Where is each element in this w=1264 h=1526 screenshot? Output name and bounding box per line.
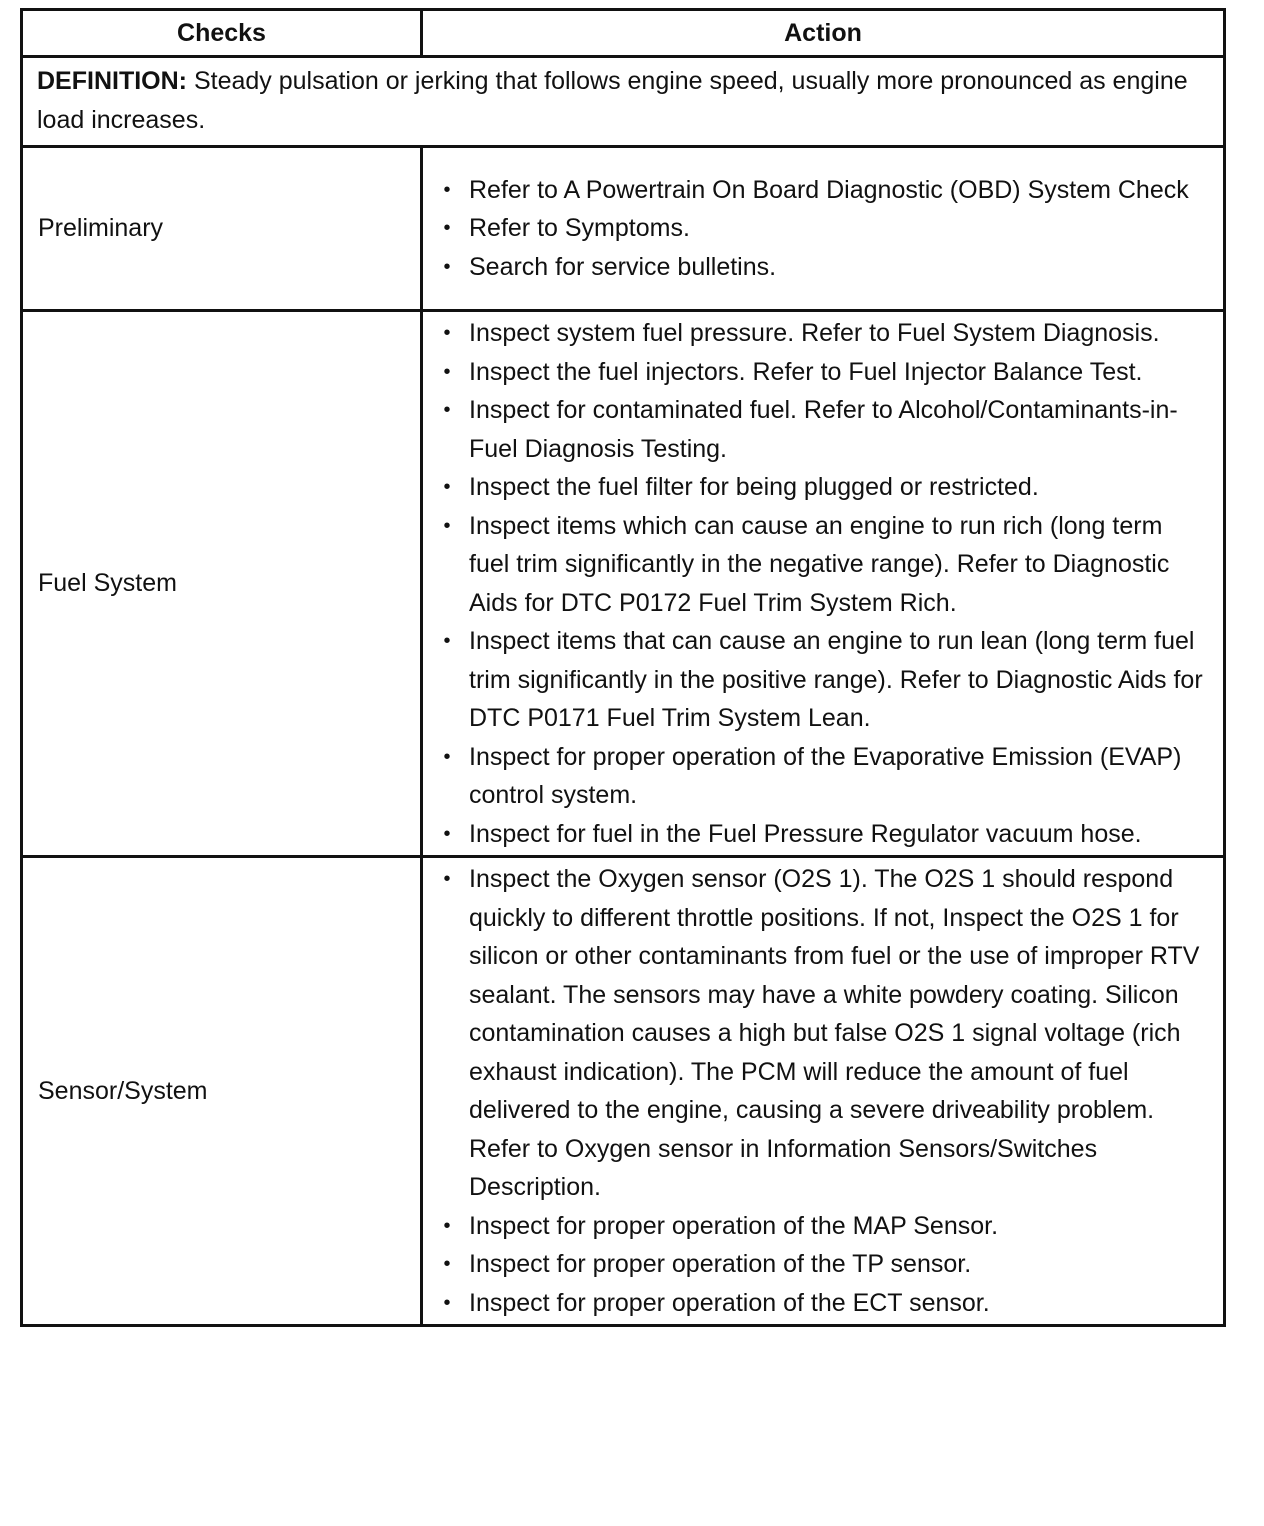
bullet-icon: • bbox=[443, 630, 451, 652]
table-row-sensor-system bbox=[22, 857, 1225, 1326]
bullet-icon: • bbox=[443, 399, 451, 421]
action-text: Inspect system fuel pressure. Refer to Fuel System Diagnosis. bbox=[469, 319, 1160, 347]
action-text: Inspect for proper operation of the TP sensor. bbox=[469, 1250, 972, 1278]
bullet-icon: • bbox=[443, 1291, 451, 1314]
bullet-icon: • bbox=[443, 360, 451, 383]
table-row-fuel-system bbox=[22, 311, 1225, 857]
bullet-icon: • bbox=[443, 868, 451, 890]
action-text: Inspect for proper operation of the ECT sensor. bbox=[469, 1288, 990, 1317]
list-item bbox=[437, 209, 1209, 248]
list-item bbox=[437, 1245, 1209, 1284]
check-label: Sensor/System bbox=[22, 857, 422, 1326]
check-label: Preliminary bbox=[22, 147, 422, 311]
list-item bbox=[437, 314, 1209, 353]
action-text: Inspect for contaminated fuel. Refer to Alcohol/Contaminants-in-Fuel Diagnosis Testing. bbox=[469, 396, 1178, 463]
header-checks: Checks bbox=[22, 10, 422, 57]
list-item bbox=[437, 815, 1209, 854]
list-item bbox=[437, 860, 1209, 1207]
bullet-icon: • bbox=[443, 322, 451, 344]
diagnostic-table bbox=[20, 8, 1226, 1327]
definition-text: Steady pulsation or jerking that follows engine speed, usually more pronounced as engine load increases. bbox=[37, 67, 1188, 134]
list-item bbox=[437, 507, 1209, 623]
list-item bbox=[437, 353, 1209, 392]
bullet-icon: • bbox=[443, 178, 451, 201]
list-item bbox=[437, 738, 1209, 815]
bullet-icon: • bbox=[443, 1253, 451, 1275]
action-list bbox=[437, 860, 1209, 1322]
list-item bbox=[437, 468, 1209, 507]
bullet-icon: • bbox=[443, 514, 451, 537]
action-text: Inspect the Oxygen sensor (O2S 1). The O2S 1 should respond quickly to different throttle positions. If not, Inspect the O2S 1 for silicon or other contaminants from fuel or the use of improper RTV sealant. The sensors may have a white powdery coating. Silicon contamination causes a high but false O2S 1 signal voltage (rich exhaust indication). The PCM will reduce the amount of fuel delivered to the engine, causing a severe driveability problem. Refer to Oxygen sensor in Information Sensors/Switches Description. bbox=[469, 865, 1200, 1201]
action-cell bbox=[422, 147, 1225, 311]
action-text: Inspect the fuel injectors. Refer to Fuel Injector Balance Test. bbox=[469, 357, 1143, 386]
action-text: Inspect items that can cause an engine to run lean (long term fuel trim significantly in the positive range). Refer to Diagnostic Aids for DTC P0171 Fuel Trim System Lean. bbox=[469, 627, 1203, 732]
action-text: Inspect for proper operation of the MAP Sensor. bbox=[469, 1211, 999, 1240]
action-cell bbox=[422, 311, 1225, 857]
action-text: Inspect for proper operation of the Evaporative Emission (EVAP) control system. bbox=[469, 742, 1182, 809]
action-text: Refer to Symptoms. bbox=[469, 214, 690, 243]
table-header-row bbox=[22, 10, 1225, 57]
list-item bbox=[437, 1284, 1209, 1323]
action-cell bbox=[422, 857, 1225, 1326]
table-row-preliminary bbox=[22, 147, 1225, 311]
action-text: Inspect the fuel filter for being plugged or restricted. bbox=[469, 473, 1039, 501]
bullet-icon: • bbox=[443, 1214, 451, 1237]
bullet-icon: • bbox=[443, 822, 451, 845]
definition-row bbox=[22, 57, 1225, 147]
definition-label: DEFINITION: bbox=[37, 67, 187, 95]
action-text: Search for service bulletins. bbox=[469, 252, 777, 281]
header-action: Action bbox=[422, 10, 1225, 57]
definition-cell bbox=[22, 57, 1225, 147]
action-list bbox=[437, 314, 1209, 853]
action-text: Refer to A Powertrain On Board Diagnostic (OBD) System Check bbox=[469, 175, 1189, 204]
check-label: Fuel System bbox=[22, 311, 422, 857]
list-item bbox=[437, 1207, 1209, 1246]
bullet-icon: • bbox=[443, 476, 451, 498]
list-item bbox=[437, 622, 1209, 738]
list-item bbox=[437, 248, 1209, 287]
bullet-icon: • bbox=[443, 217, 451, 240]
bullet-icon: • bbox=[443, 255, 451, 278]
list-item bbox=[437, 171, 1209, 210]
action-text: Inspect for fuel in the Fuel Pressure Regulator vacuum hose. bbox=[469, 819, 1142, 848]
action-list bbox=[437, 171, 1209, 287]
list-item bbox=[437, 391, 1209, 468]
bullet-icon: • bbox=[443, 745, 451, 768]
action-text: Inspect items which can cause an engine to run rich (long term fuel trim significantly in the negative range). Refer to Diagnostic Aids for DTC P0172 Fuel Trim System Rich. bbox=[469, 511, 1170, 617]
